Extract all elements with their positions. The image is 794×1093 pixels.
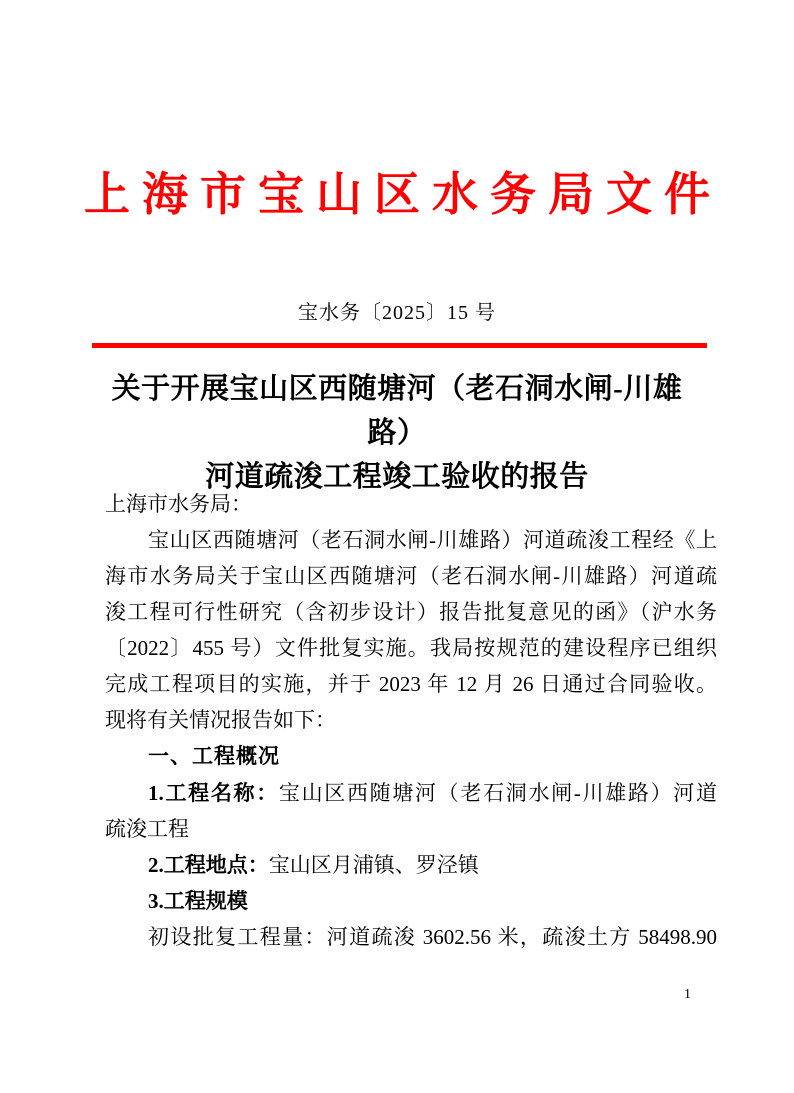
body-text: 宝山区西随塘河（老石洞水闸-川雄路）河道疏浚工程经《上 [148,528,717,552]
document-title-line2: 河道疏浚工程竣工验收的报告 [205,461,589,493]
body-line [105,811,717,847]
document-title-line1: 关于开展宝山区西随塘河（老石洞水闸-川雄路） [111,373,683,449]
red-header-org-title: 上海市宝山区水务局文件 [84,169,722,220]
body-line [105,666,717,702]
body-text: 上海市水务局： [105,492,252,516]
body-text: 〔2022〕455 号）文件批复实施。我局按规范的建设程序已组织 [105,636,717,660]
body-line [105,883,717,919]
body-text: 宝山区西随塘河（老石洞水闸-川雄路）河道 [278,781,717,805]
document-body [105,486,717,955]
body-line [105,522,717,558]
body-label: 3.工程规模 [148,889,248,913]
body-line [105,738,717,775]
red-divider-rule [92,343,707,348]
body-line [105,847,717,883]
body-line [105,775,717,811]
body-text: 海市水务局关于宝山区西随塘河（老石洞水闸-川雄路）河道疏 [105,564,717,588]
body-line [105,558,717,594]
page-number: 1 [684,987,691,1002]
body-label: 一、工程概况 [148,745,280,768]
body-text: 宝山区月浦镇、罗泾镇 [268,853,479,877]
body-text: 现将有关情况报告如下： [105,708,336,732]
body-text: 浚工程可行性研究（含初步设计）报告批复意见的函》（沪水务 [105,600,717,624]
body-text: 完成工程项目的实施，并于 2023 年 12 月 26 日通过合同验收。 [105,672,717,696]
document-title [90,367,704,499]
body-label: 1.工程名称： [148,781,279,805]
body-text: 初设批复工程量：河道疏浚 3602.56 米，疏浚土方 58498.90 [148,925,717,949]
body-line [105,594,717,630]
body-line [105,486,717,522]
body-line [105,630,717,666]
body-line [105,919,717,955]
document-number: 宝水务〔2025〕15 号 [298,302,496,324]
body-text: 疏浚工程 [105,817,189,841]
body-line [105,702,717,738]
body-label: 2.工程地点： [148,853,269,877]
